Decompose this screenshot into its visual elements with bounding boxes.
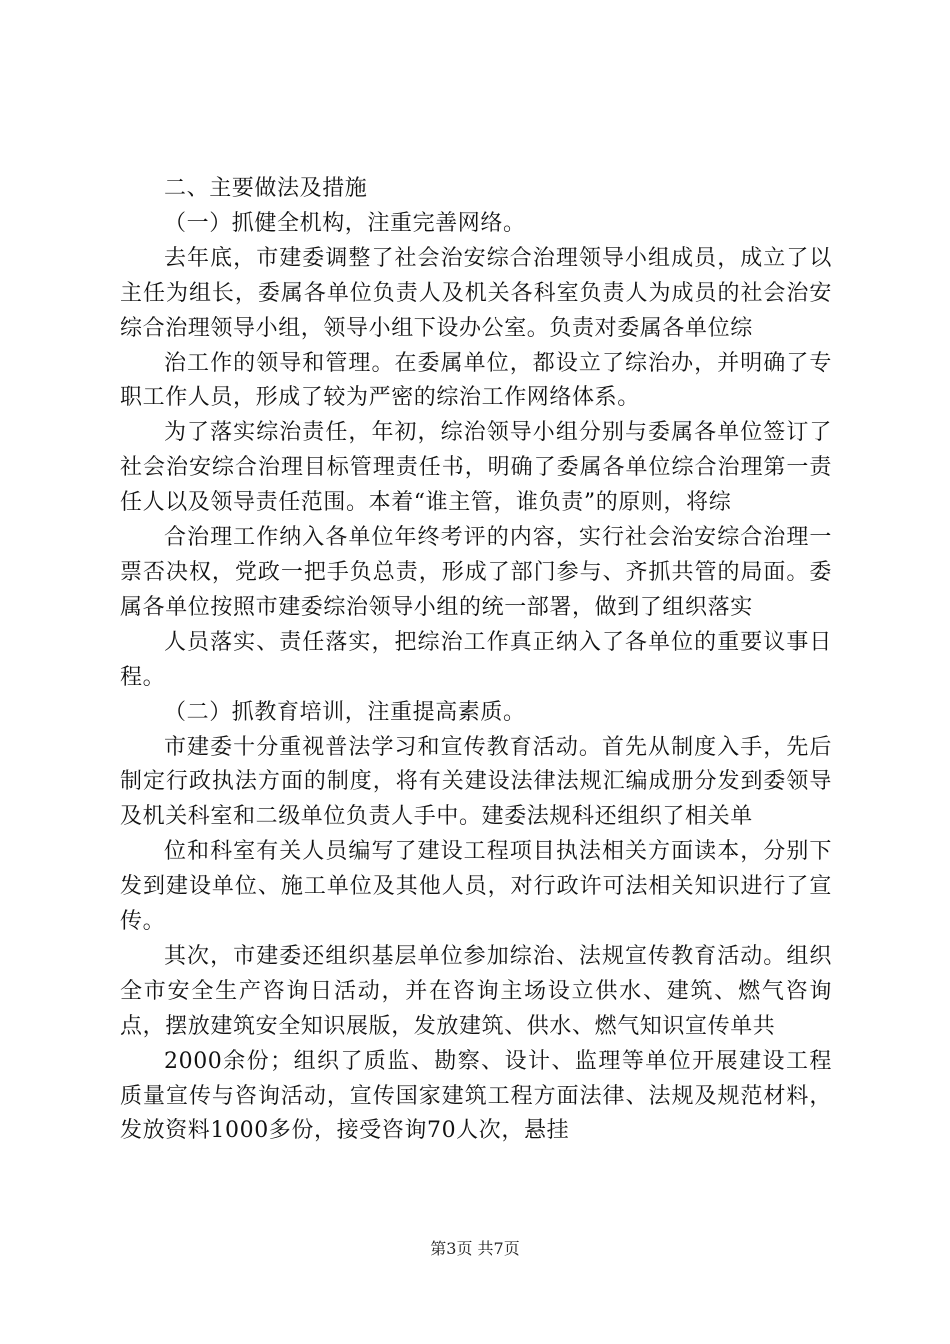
subsection-heading: （一）抓健全机构，注重完善网络。 — [164, 210, 526, 236]
body-paragraph: 治工作的领导和管理。在委属单位，都设立了综治办，并明确了专职工作人员，形成了较为严密的综治工作网络体系。 — [120, 350, 832, 411]
body-paragraph: 去年底，市建委调整了社会治安综合治理领导小组成员，成立了以主任为组长，委属各单位负责人及机关各科室负责人为成员的社会治安综合治理领导小组，领导小组下设办公室。负责对委属各单位综 — [120, 245, 832, 341]
body-paragraph: 为了落实综治责任，年初，综治领导小组分别与委属各单位签订了社会治安综合治理目标管理责任书，明确了委属各单位综合治理第一责任人以及领导责任范围。本着“谁主管，谁负责”的原则，将综 — [120, 420, 832, 516]
section-heading: 二、主要做法及措施 — [164, 176, 368, 201]
body-paragraph: 人员落实、责任落实，把综治工作真正纳入了各单位的重要议事日程。 — [120, 629, 832, 690]
body-paragraph: 合治理工作纳入各单位年终考评的内容，实行社会治安综合治理一票否决权，党政一把手负总责，形成了部门参与、齐抓共管的局面。委属各单位按照市建委综治领导小组的统一部署，做到了组织落实 — [120, 525, 832, 620]
subsection-heading: （二）抓教育培训，注重提高素质。 — [164, 699, 526, 725]
body-paragraph: 2000余份；组织了质监、勘察、设计、监理等单位开展建设工程质量宣传与咨询活动，宣传国家建筑工程方面法律、法规及规范材料，发放资料1000多份，接受咨询70人次，悬挂 — [120, 1048, 832, 1144]
document-body — [120, 172, 832, 1149]
body-paragraph: 其次，市建委还组织基层单位参加综治、法规宣传教育活动。组织全市安全生产咨询日活动，并在咨询主场设立供水、建筑、燃气咨询点，摆放建筑安全知识展版，发放建筑、供水、燃气知识宣传单共 — [120, 943, 832, 1039]
body-paragraph: 位和科室有关人员编写了建设工程项目执法相关方面读本，分别下发到建设单位、施工单位及其他人员，对行政许可法相关知识进行了宣传。 — [120, 839, 832, 935]
body-paragraph: 市建委十分重视普法学习和宣传教育活动。首先从制度入手，先后制定行政执法方面的制度，将有关建设法律法规汇编成册分发到委领导及机关科室和二级单位负责人手中。建委法规科还组织了相关单 — [120, 734, 832, 830]
page-number-footer: 第3页 共7页 — [430, 1239, 520, 1258]
